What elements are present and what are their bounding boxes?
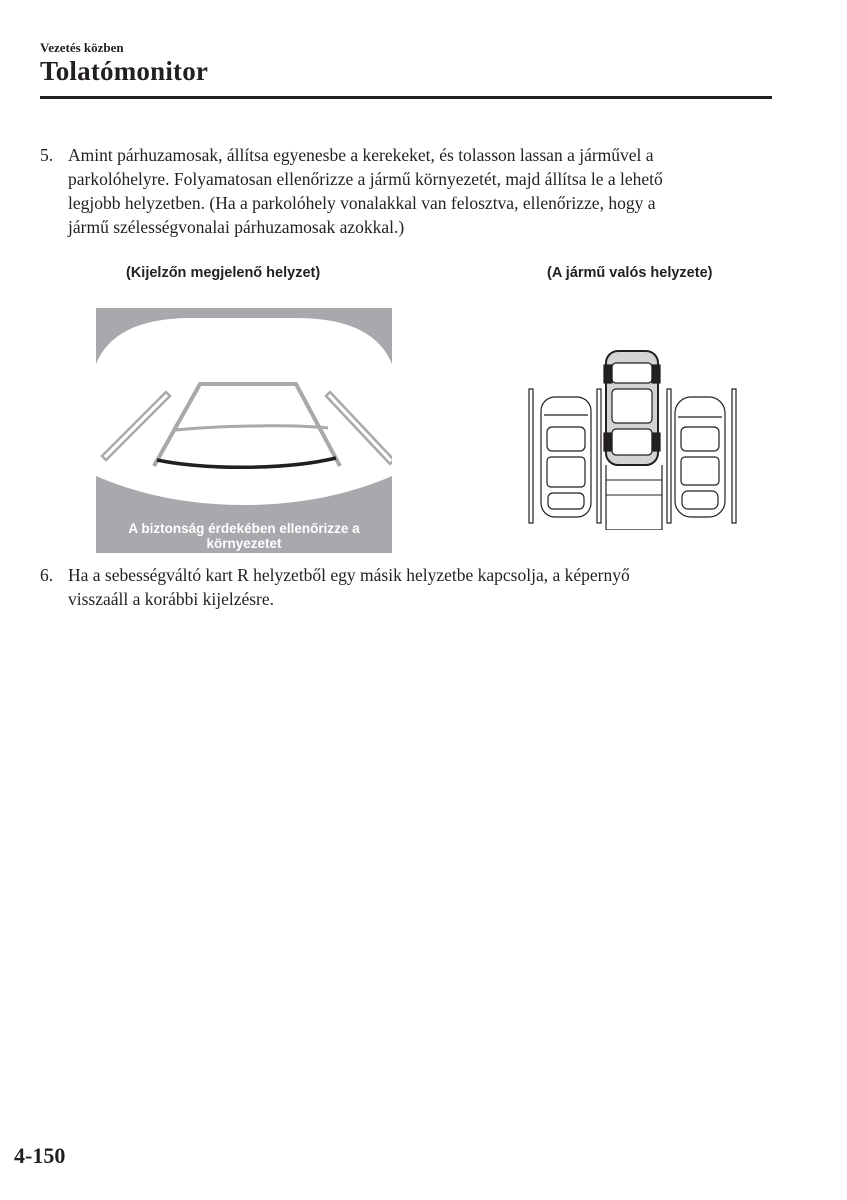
parking-line <box>597 389 601 523</box>
page-number: 4-150 <box>14 1143 66 1168</box>
parking-line <box>667 389 671 523</box>
own-vehicle <box>604 351 660 465</box>
step-line: legjobb helyzetben. (Ha a parkolóhely vonalakkal van felosztva, ellenőrizze, hogy a <box>68 193 656 213</box>
figure-caption-actual: (A jármű valós helyzete) <box>547 265 713 281</box>
figure-caption-display: (Kijelzőn megjelenő helyzet) <box>126 265 321 281</box>
step-line: parkolóhelyre. Folyamatosan ellenőrizze a jármű környezetét, majd állítsa le a lehető <box>68 169 663 189</box>
left-guide-line <box>102 392 170 460</box>
monitor-safety-note: A biztonság érdekében ellenőrizze a <box>128 521 360 536</box>
step-line: Ha a sebességváltó kart R helyzetből egy másik helyzetbe kapcsolja, a képernyő <box>68 565 630 585</box>
parking-top-view-graphic <box>520 345 745 530</box>
step-number: 5. <box>40 145 54 165</box>
parking-position-illustration <box>520 345 745 530</box>
step-6 <box>40 563 740 611</box>
monitor-safety-note-cont: környezetet <box>206 536 282 551</box>
step-5 <box>40 143 740 239</box>
section-label: Vezetés közben <box>40 40 124 55</box>
parking-line <box>529 389 533 523</box>
page-title: Tolatómonitor <box>40 56 209 86</box>
rear-camera-monitor-illustration <box>96 308 392 553</box>
monitor-frame <box>96 308 392 553</box>
title-rule <box>40 96 772 99</box>
monitor-view-graphic <box>96 308 392 553</box>
step-line: jármű szélességvonalai párhuzamosak azokkal.) <box>68 217 405 237</box>
step-line: Amint párhuzamosak, állítsa egyenesbe a kerekeket, és tolasson lassan a járművel a <box>68 145 654 165</box>
step-number: 6. <box>40 565 54 585</box>
step-text <box>68 143 740 239</box>
step-text <box>68 563 740 611</box>
parked-car-right <box>675 397 725 517</box>
distance-guide-line-mid <box>176 426 328 430</box>
step-line: visszaáll a korábbi kijelzésre. <box>68 589 275 609</box>
right-guide-line <box>326 392 392 464</box>
target-slot <box>606 465 662 530</box>
distance-guide-line-near <box>157 458 336 467</box>
parking-line <box>732 389 736 523</box>
parked-car-left <box>541 397 591 517</box>
